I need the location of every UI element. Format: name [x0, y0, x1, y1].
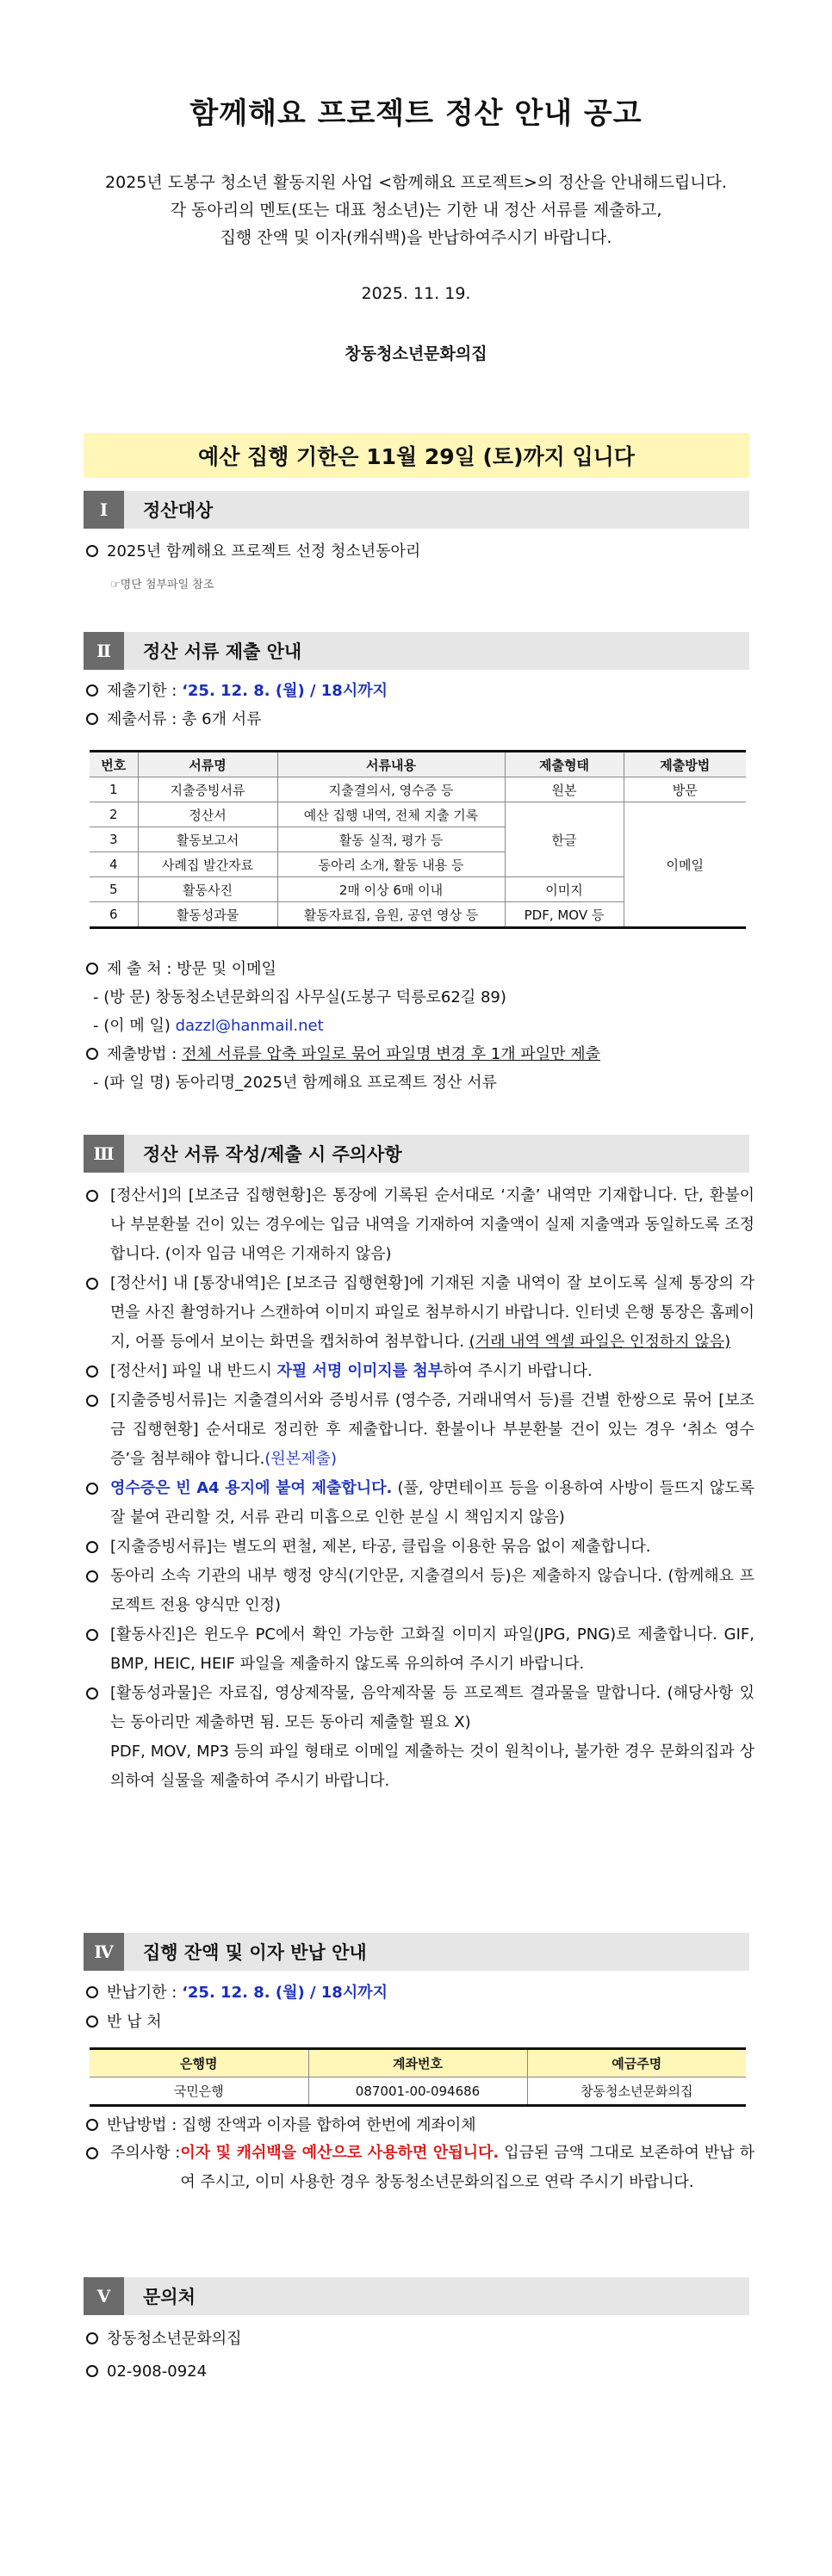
section-title: 정산 서류 제출 안내: [143, 641, 302, 662]
bank-name: 국민은행: [90, 2078, 308, 2106]
table-header-row: [90, 2049, 746, 2078]
caution-item: [활동성과물]은 자료집, 영상제작물, 음악제작물 등 프로젝트 결과물을 말합니다. (해당사항 있는 동아리만 제출하면 됨. 모든 동아리 제출할 필요 X): [86, 1679, 754, 1737]
table-cell: 예산 집행 내역, 전체 지출 기록: [277, 802, 505, 827]
table-cell: 방문: [624, 777, 746, 802]
visit-address: - (방 문) 창동청소년문화의집 사무실(도봉구 덕릉로62길 89): [93, 988, 506, 1006]
table-cell-merged-method: 이메일: [624, 802, 746, 928]
email-line: - (이 메 일) dazzl@hanmail.net: [93, 1017, 324, 1035]
table-header: 계좌번호: [308, 2049, 527, 2078]
account-number: 087001-00-094686: [308, 2078, 527, 2106]
bullet-icon: [86, 2147, 98, 2159]
contact-phone: 02-908-0924: [86, 2357, 754, 2386]
submit-method: 제출방법 : 전체 서류를 압축 파일로 묶어 파일명 변경 후 1개 파일만 제출: [86, 1040, 754, 1068]
return-caution: 주의사항 : 이자 및 캐쉬백을 예산으로 사용하면 안됩니다. 입금된 금액 그대로 보존하여 반납 하여 주시고, 이미 사용한 경우 창동청소년문화의집으로 연락 주시기 바랍니다.: [86, 2139, 754, 2197]
table-header: 예금주명: [527, 2049, 746, 2078]
table-cell: 지출증빙서류: [138, 777, 277, 802]
table-cell: 활동사진: [138, 877, 277, 902]
table-row: [90, 802, 746, 827]
caution-item: 동아리 소속 기관의 내부 행정 양식(기안문, 지출결의서 등)은 제출하지 않습니다. (함께해요 프로젝트 전용 양식만 인정): [86, 1562, 754, 1620]
section-header-2: [84, 632, 749, 670]
contact-organization: 창동청소년문화의집: [86, 2325, 754, 2353]
documents-table: [90, 750, 746, 929]
return-place: 반 납 처: [86, 2008, 754, 2036]
caution-item: [지출증빙서류]는 지출결의서와 증빙서류 (영수증, 거래내역서 등)를 건별 한쌍으로 묶어 [보조금 집행현황] 순서대로 정리한 후 제출합니다. 환불이나 부분환불 건이 있는 경우 ‘취소 영수증’을 첨부해야 합니다.(원본제출): [86, 1386, 754, 1474]
return-method: 반납방법 : 집행 잔액과 이자를 합하여 한번에 계좌이체: [86, 2111, 754, 2139]
bullet-icon: [86, 1629, 98, 1641]
table-header: 번호: [90, 752, 138, 777]
table-cell: 정산서: [138, 802, 277, 827]
intro-paragraph: [52, 169, 780, 251]
section-header-5: [84, 2277, 749, 2315]
table-cell: 활동자료집, 음원, 공연 영상 등: [277, 902, 505, 928]
section-title: 정산대상: [143, 500, 214, 521]
submit-place: 제 출 처 : 방문 및 이메일: [86, 955, 754, 983]
bullet-icon: [86, 1278, 98, 1290]
submit-docs-count: 제출서류 : 총 6개 서류: [86, 705, 754, 734]
return-deadline: 반납기한 : ‘25. 12. 8. (월) / 18시까지: [86, 1978, 754, 2007]
submit-deadline: 제출기한 : ‘25. 12. 8. (월) / 18시까지: [86, 677, 754, 705]
deadline-banner: 예산 집행 기한은 11월 29일 (토)까지 입니다: [84, 433, 749, 478]
section-number: Ⅳ: [84, 1933, 124, 1971]
bullet-icon: [86, 1395, 98, 1407]
table-cell: 3: [90, 827, 138, 852]
section-title: 문의처: [143, 2287, 196, 2307]
table-cell: 사례집 발간자료: [138, 852, 277, 877]
table-cell: 지출결의서, 영수증 등: [277, 777, 505, 802]
table-cell: 활동보고서: [138, 827, 277, 852]
bullet-icon: [86, 2016, 98, 2028]
bullet-icon: [86, 2119, 98, 2131]
intro-line: 집행 잔액 및 이자(캐쉬백)을 반납하여주시기 바랍니다.: [220, 228, 612, 247]
notice-date: 2025. 11. 19.: [361, 284, 471, 303]
target-item: 2025년 함께해요 프로젝트 선정 청소년동아리: [86, 537, 754, 566]
bullet-icon: [86, 1483, 98, 1495]
bullet-icon: [86, 2365, 98, 2377]
caution-item: [지출증빙서류]는 별도의 편철, 제본, 타공, 클립을 이용한 묶음 없이 제출합니다.: [86, 1533, 754, 1562]
section-number: Ⅰ: [84, 491, 124, 529]
table-cell-merged-form: 한글: [505, 802, 624, 877]
caution-item-continued: PDF, MOV, MP3 등의 파일 형태로 이메일 제출하는 것이 원칙이나, 불가한 경우 문화의집과 상의하여 실물을 제출하여 주시기 바랍니다.: [110, 1743, 754, 1790]
table-row: [90, 777, 746, 802]
bullet-icon: [86, 2332, 98, 2344]
table-cell: 활동 실적, 평가 등: [277, 827, 505, 852]
table-header: 은행명: [90, 2049, 308, 2078]
bank-account-table: [90, 2047, 746, 2107]
email-link[interactable]: dazzl@hanmail.net: [175, 1017, 324, 1035]
section-title: 집행 잔액 및 이자 반납 안내: [143, 1942, 367, 1963]
table-cell: PDF, MOV 등: [505, 902, 624, 928]
bullet-icon: [86, 545, 98, 557]
bullet-icon: [86, 963, 98, 975]
section-header-1: [84, 491, 749, 529]
table-cell: 활동성과물: [138, 902, 277, 928]
table-header: 제출형태: [505, 752, 624, 777]
table-cell: 2: [90, 802, 138, 827]
table-header: 제출방법: [624, 752, 746, 777]
bullet-icon: [86, 1687, 98, 1700]
caution-item: [정산서]의 [보조금 집행현황]은 통장에 기록된 순서대로 ‘지출’ 내역만 기재합니다. 단, 환불이나 부분환불 건이 있는 경우에는 입금 내역을 기재하여 지출액이 실제 지출액과 동일하도록 조정합니다. (이자 입금 내역은 기재하지 않음): [86, 1181, 754, 1269]
caution-item: 영수증은 빈 A4 용지에 붙여 제출합니다. (풀, 양면테이프 등을 이용하여 사방이 들뜨지 않도록 잘 붙여 관리할 것, 서류 관리 미흡으로 인한 분실 시 책임지지 않음): [86, 1474, 754, 1533]
bullet-icon: [86, 684, 98, 697]
bullet-icon: [86, 1190, 98, 1202]
bullet-icon: [86, 1541, 98, 1553]
section-header-4: [84, 1933, 749, 1971]
attachment-note: ☞명단 첨부파일 참조: [110, 579, 214, 591]
section-number: Ⅴ: [84, 2277, 124, 2315]
bullet-icon: [86, 1365, 98, 1378]
table-cell: 6: [90, 902, 138, 928]
bullet-icon: [86, 713, 98, 725]
table-cell: 4: [90, 852, 138, 877]
table-cell: 1: [90, 777, 138, 802]
section-header-3: [84, 1135, 749, 1173]
table-row: [90, 2078, 746, 2106]
table-cell: 5: [90, 877, 138, 902]
section-number: Ⅲ: [84, 1135, 124, 1173]
table-header: 서류내용: [277, 752, 505, 777]
caution-item: [정산서] 내 [통장내역]은 [보조금 집행현황]에 기재된 지출 내역이 잘 보이도록 실제 통장의 각 면을 사진 촬영하거나 스캔하여 이미지 파일로 첨부하시기 바랍니다. 인터넷 은행 통장은 홈페이지, 어플 등에서 보이는 화면을 캡처하여 첨부합니다. (거래 내역 엑셀 파일은 인정하지 않음): [86, 1269, 754, 1357]
caution-item: [정산서] 파일 내 반드시 자필 서명 이미지를 첨부하여 주시기 바랍니다.: [86, 1357, 754, 1386]
table-header: 서류명: [138, 752, 277, 777]
table-cell: 원본: [505, 777, 624, 802]
file-name-rule: - (파 일 명) 동아리명_2025년 함께해요 프로젝트 정산 서류: [93, 1074, 497, 1092]
table-header-row: [90, 752, 746, 777]
table-cell: 동아리 소개, 활동 내용 등: [277, 852, 505, 877]
intro-line: 2025년 도봉구 청소년 활동지원 사업 <함께해요 프로젝트>의 정산을 안내해드립니다.: [105, 173, 727, 192]
caution-item: [활동사진]은 윈도우 PC에서 확인 가능한 고화질 이미지 파일(JPG, PNG)로 제출합니다. GIF, BMP, HEIC, HEIF 파일을 제출하지 않도록 유의하여 주시기 바랍니다.: [86, 1620, 754, 1679]
bullet-icon: [86, 1570, 98, 1582]
bullet-icon: [86, 1986, 98, 1998]
page-title: 함께해요 프로젝트 정산 안내 공고: [189, 96, 643, 131]
section-title: 정산 서류 작성/제출 시 주의사항: [143, 1144, 402, 1165]
issuing-organization: 창동청소년문화의집: [345, 344, 487, 363]
section-number: Ⅱ: [84, 632, 124, 670]
cautions-list: [86, 1181, 754, 1796]
table-cell: 2매 이상 6매 이내: [277, 877, 505, 902]
account-holder: 창동청소년문화의집: [527, 2078, 746, 2106]
bullet-icon: [86, 1048, 98, 1060]
intro-line: 각 동아리의 멘토(또는 대표 청소년)는 기한 내 정산 서류를 제출하고,: [170, 201, 662, 220]
table-cell: 이미지: [505, 877, 624, 902]
